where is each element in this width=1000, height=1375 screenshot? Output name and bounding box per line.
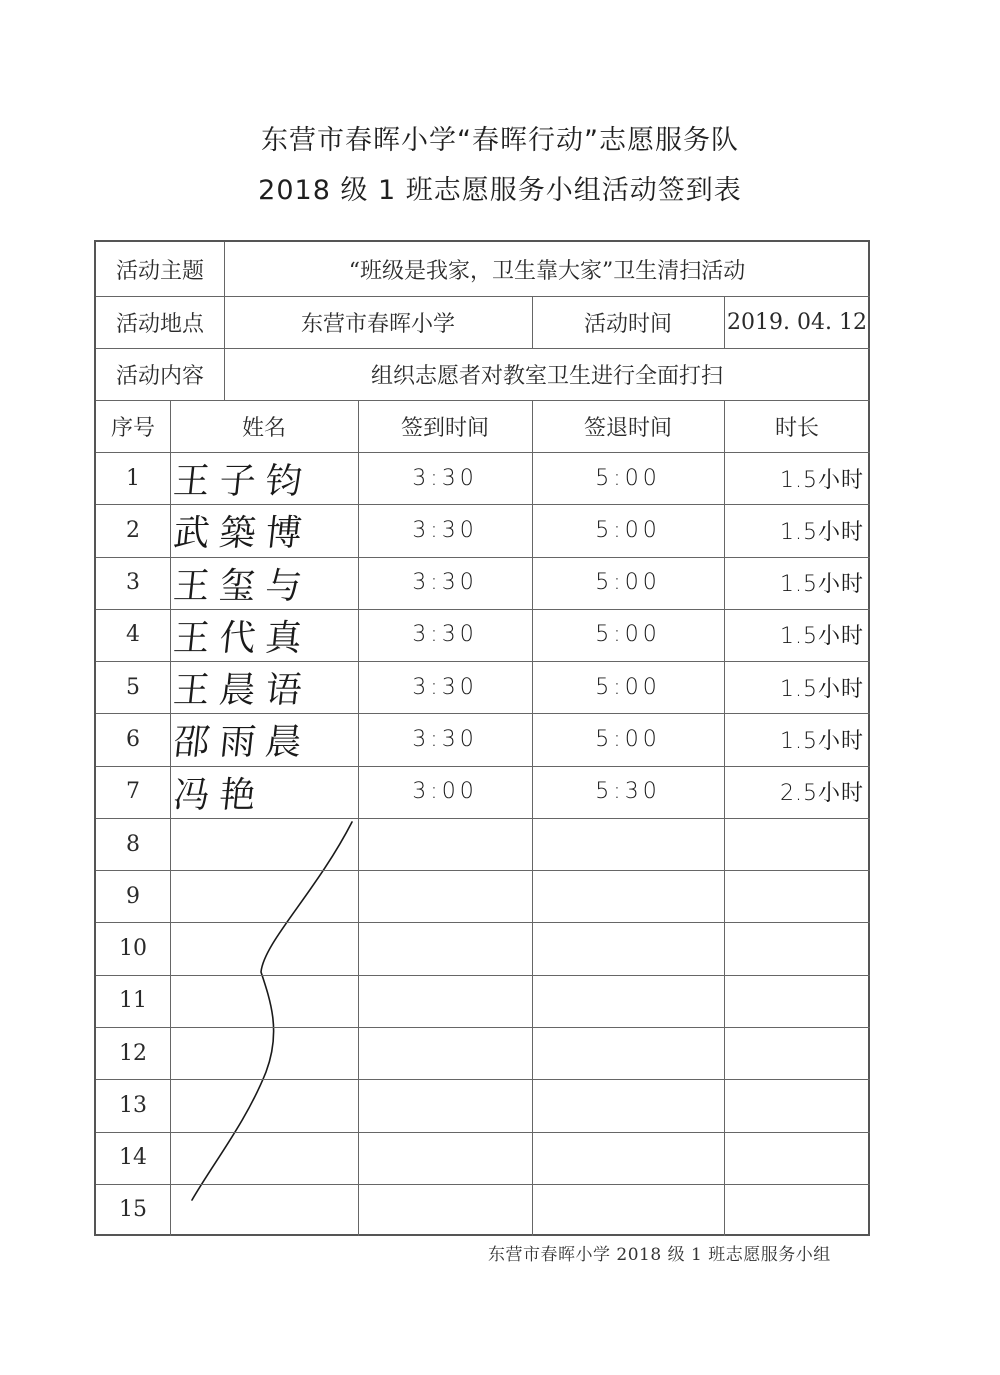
place-value: 东营市春晖小学 (300, 311, 455, 337)
row-name: 武築博 (171, 512, 314, 554)
row-number: 14 (119, 1145, 147, 1171)
row-sign-out-time (532, 870, 724, 922)
row-name (167, 1079, 360, 1131)
row-duration (724, 1132, 870, 1184)
col-header-name: 姓名 (241, 415, 286, 441)
row-sign-out-time: 5:00 (595, 674, 661, 700)
row-sign-in-time (358, 870, 532, 922)
row-duration: 1.5小时 (780, 519, 864, 545)
row-sign-out-time: 5:00 (595, 622, 661, 648)
row-sign-out-time: 5:00 (595, 570, 661, 596)
row-number: 9 (126, 883, 140, 909)
row-name: 王晨语 (171, 669, 314, 711)
row-number: 4 (126, 622, 140, 648)
row-name (167, 922, 360, 974)
row-name (167, 818, 360, 870)
row-duration (724, 1027, 870, 1079)
row-number: 2 (126, 517, 140, 543)
row-number: 5 (126, 674, 140, 700)
place-label: 活动地点 (115, 311, 204, 337)
row-sign-out-time (532, 1132, 724, 1184)
row-sign-in-time: 3:30 (412, 465, 478, 491)
row-sign-out-time (532, 818, 724, 870)
row-sign-out-time (532, 975, 724, 1027)
theme-value: “班级是我家，卫生靠大家”卫生清扫活动 (348, 258, 746, 284)
sheet-subtitle: 2018 级 1 班志愿服务小组活动签到表 (258, 175, 742, 206)
row-sign-in-time: 3:30 (412, 726, 478, 752)
row-sign-out-time (532, 1184, 724, 1236)
row-name (167, 870, 360, 922)
row-sign-in-time (358, 975, 532, 1027)
row-duration: 1.5小时 (780, 624, 864, 650)
row-number: 12 (119, 1040, 147, 1066)
row-name: 冯艳 (171, 774, 268, 816)
row-sign-in-time: 3:30 (412, 674, 478, 700)
row-name: 王子钧 (171, 460, 314, 502)
row-sign-in-time (358, 818, 532, 870)
row-duration: 1.5小时 (780, 467, 864, 493)
row-name (167, 1132, 360, 1184)
row-name: 邵雨晨 (171, 721, 314, 763)
footer-text: 东营市春晖小学 2018 级 1 班志愿服务小组 (488, 1245, 831, 1265)
row-duration (724, 818, 870, 870)
row-name (167, 1027, 360, 1079)
row-sign-out-time: 5:00 (595, 465, 661, 491)
theme-label: 活动主题 (115, 258, 204, 284)
row-number: 7 (126, 779, 140, 805)
row-duration (724, 975, 870, 1027)
row-sign-in-time (358, 1132, 532, 1184)
row-sign-in-time: 3:00 (412, 779, 478, 805)
sheet-title: 东营市春晖小学“春晖行动”志愿服务队 (261, 125, 739, 156)
col-header-no: 序号 (110, 415, 155, 441)
row-sign-in-time (358, 1027, 532, 1079)
row-sign-in-time (358, 922, 532, 974)
row-duration (724, 922, 870, 974)
row-number: 10 (119, 936, 147, 962)
time-label: 活动时间 (583, 311, 672, 337)
content-label: 活动内容 (115, 363, 204, 389)
row-number: 6 (126, 726, 140, 752)
row-sign-out-time (532, 1027, 724, 1079)
row-sign-out-time (532, 922, 724, 974)
row-number: 15 (119, 1197, 147, 1223)
row-sign-out-time: 5:00 (595, 517, 661, 543)
row-duration (724, 870, 870, 922)
row-name (167, 1184, 360, 1236)
row-number: 8 (126, 831, 140, 857)
col-header-duration: 时长 (774, 415, 819, 441)
row-number: 1 (126, 465, 140, 491)
row-duration: 1.5小时 (780, 572, 864, 598)
row-name: 王玺与 (171, 565, 314, 607)
row-number: 13 (119, 1092, 147, 1118)
row-number: 11 (119, 988, 147, 1014)
row-duration (724, 1079, 870, 1131)
row-sign-in-time (358, 1184, 532, 1236)
row-sign-out-time: 5:00 (595, 726, 661, 752)
sign-in-table (94, 240, 870, 1236)
row-duration: 1.5小时 (780, 728, 864, 754)
row-sign-in-time (358, 1079, 532, 1131)
row-name (167, 975, 360, 1027)
row-duration: 2.5小时 (780, 781, 864, 807)
col-header-sign-out: 签退时间 (583, 415, 672, 441)
row-sign-in-time: 3:30 (412, 517, 478, 543)
row-sign-out-time: 5:30 (595, 779, 661, 805)
row-number: 3 (126, 570, 140, 596)
time-value: 2019. 04. 12 (727, 309, 867, 335)
row-sign-in-time: 3:30 (412, 570, 478, 596)
row-sign-out-time (532, 1079, 724, 1131)
content-value: 组织志愿者对教室卫生进行全面打扫 (370, 363, 723, 389)
row-sign-in-time: 3:30 (412, 622, 478, 648)
col-header-sign-in: 签到时间 (400, 415, 489, 441)
row-duration: 1.5小时 (780, 676, 864, 702)
row-duration (724, 1184, 870, 1236)
row-name: 王代真 (171, 617, 314, 659)
